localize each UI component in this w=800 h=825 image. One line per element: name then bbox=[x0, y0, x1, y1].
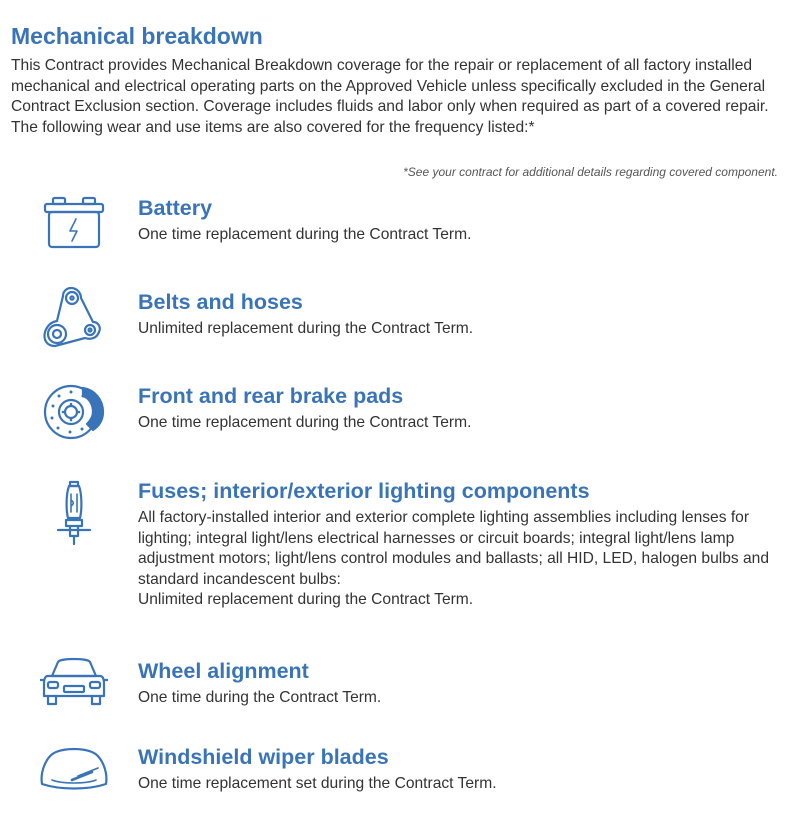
coverage-description: One time replacement during the Contract Term. bbox=[138, 414, 472, 431]
coverage-description bbox=[138, 508, 778, 611]
windshield-wiper-icon bbox=[36, 742, 112, 806]
coverage-description: Unlimited replacement during the Contract Term. bbox=[138, 320, 474, 337]
coverage-description: One time replacement during the Contract Term. bbox=[138, 226, 472, 243]
coverage-heading: Wheel alignment bbox=[138, 659, 309, 683]
coverage-heading: Battery bbox=[138, 196, 213, 220]
battery-icon bbox=[36, 195, 112, 259]
footnote: *See your contract for additional details regarding covered component. bbox=[403, 165, 778, 179]
car-front-icon bbox=[36, 654, 112, 718]
coverage-heading: Windshield wiper blades bbox=[138, 745, 389, 769]
coverage-description: One time during the Contract Term. bbox=[138, 689, 382, 706]
coverage-description-frequency: Unlimited replacement during the Contract Term. bbox=[138, 591, 474, 609]
coverage-heading: Fuses; interior/exterior lighting components bbox=[138, 479, 590, 503]
intro-paragraph: This Contract provides Mechanical Breakdown coverage for the repair or replacement of all factory installed mechanical and electrical operating parts on the Approved Vehicle unless specifically excluded in the General Contract Exclusion section. Coverage includes fluids and labor only when required as part of a covered repair. The following wear and use items are also covered for the frequency listed:* bbox=[11, 57, 769, 136]
belts-icon bbox=[36, 284, 112, 348]
page-title: Mechanical breakdown bbox=[11, 23, 263, 49]
light-bulb-icon bbox=[36, 480, 112, 544]
coverage-heading: Belts and hoses bbox=[138, 290, 303, 314]
brake-disc-icon bbox=[36, 380, 112, 444]
coverage-description-main: All factory-installed interior and exterior complete lighting assemblies including lenses for lighting; integral light/lens electrical harnesses or circuit boards; integral light/lens lamp adjustment motors; light/lens control modules and ballasts; all HID, LED, halogen bulbs and standard incandescent bulbs: bbox=[138, 509, 770, 588]
coverage-heading: Front and rear brake pads bbox=[138, 384, 404, 408]
coverage-description: One time replacement set during the Contract Term. bbox=[138, 775, 497, 792]
